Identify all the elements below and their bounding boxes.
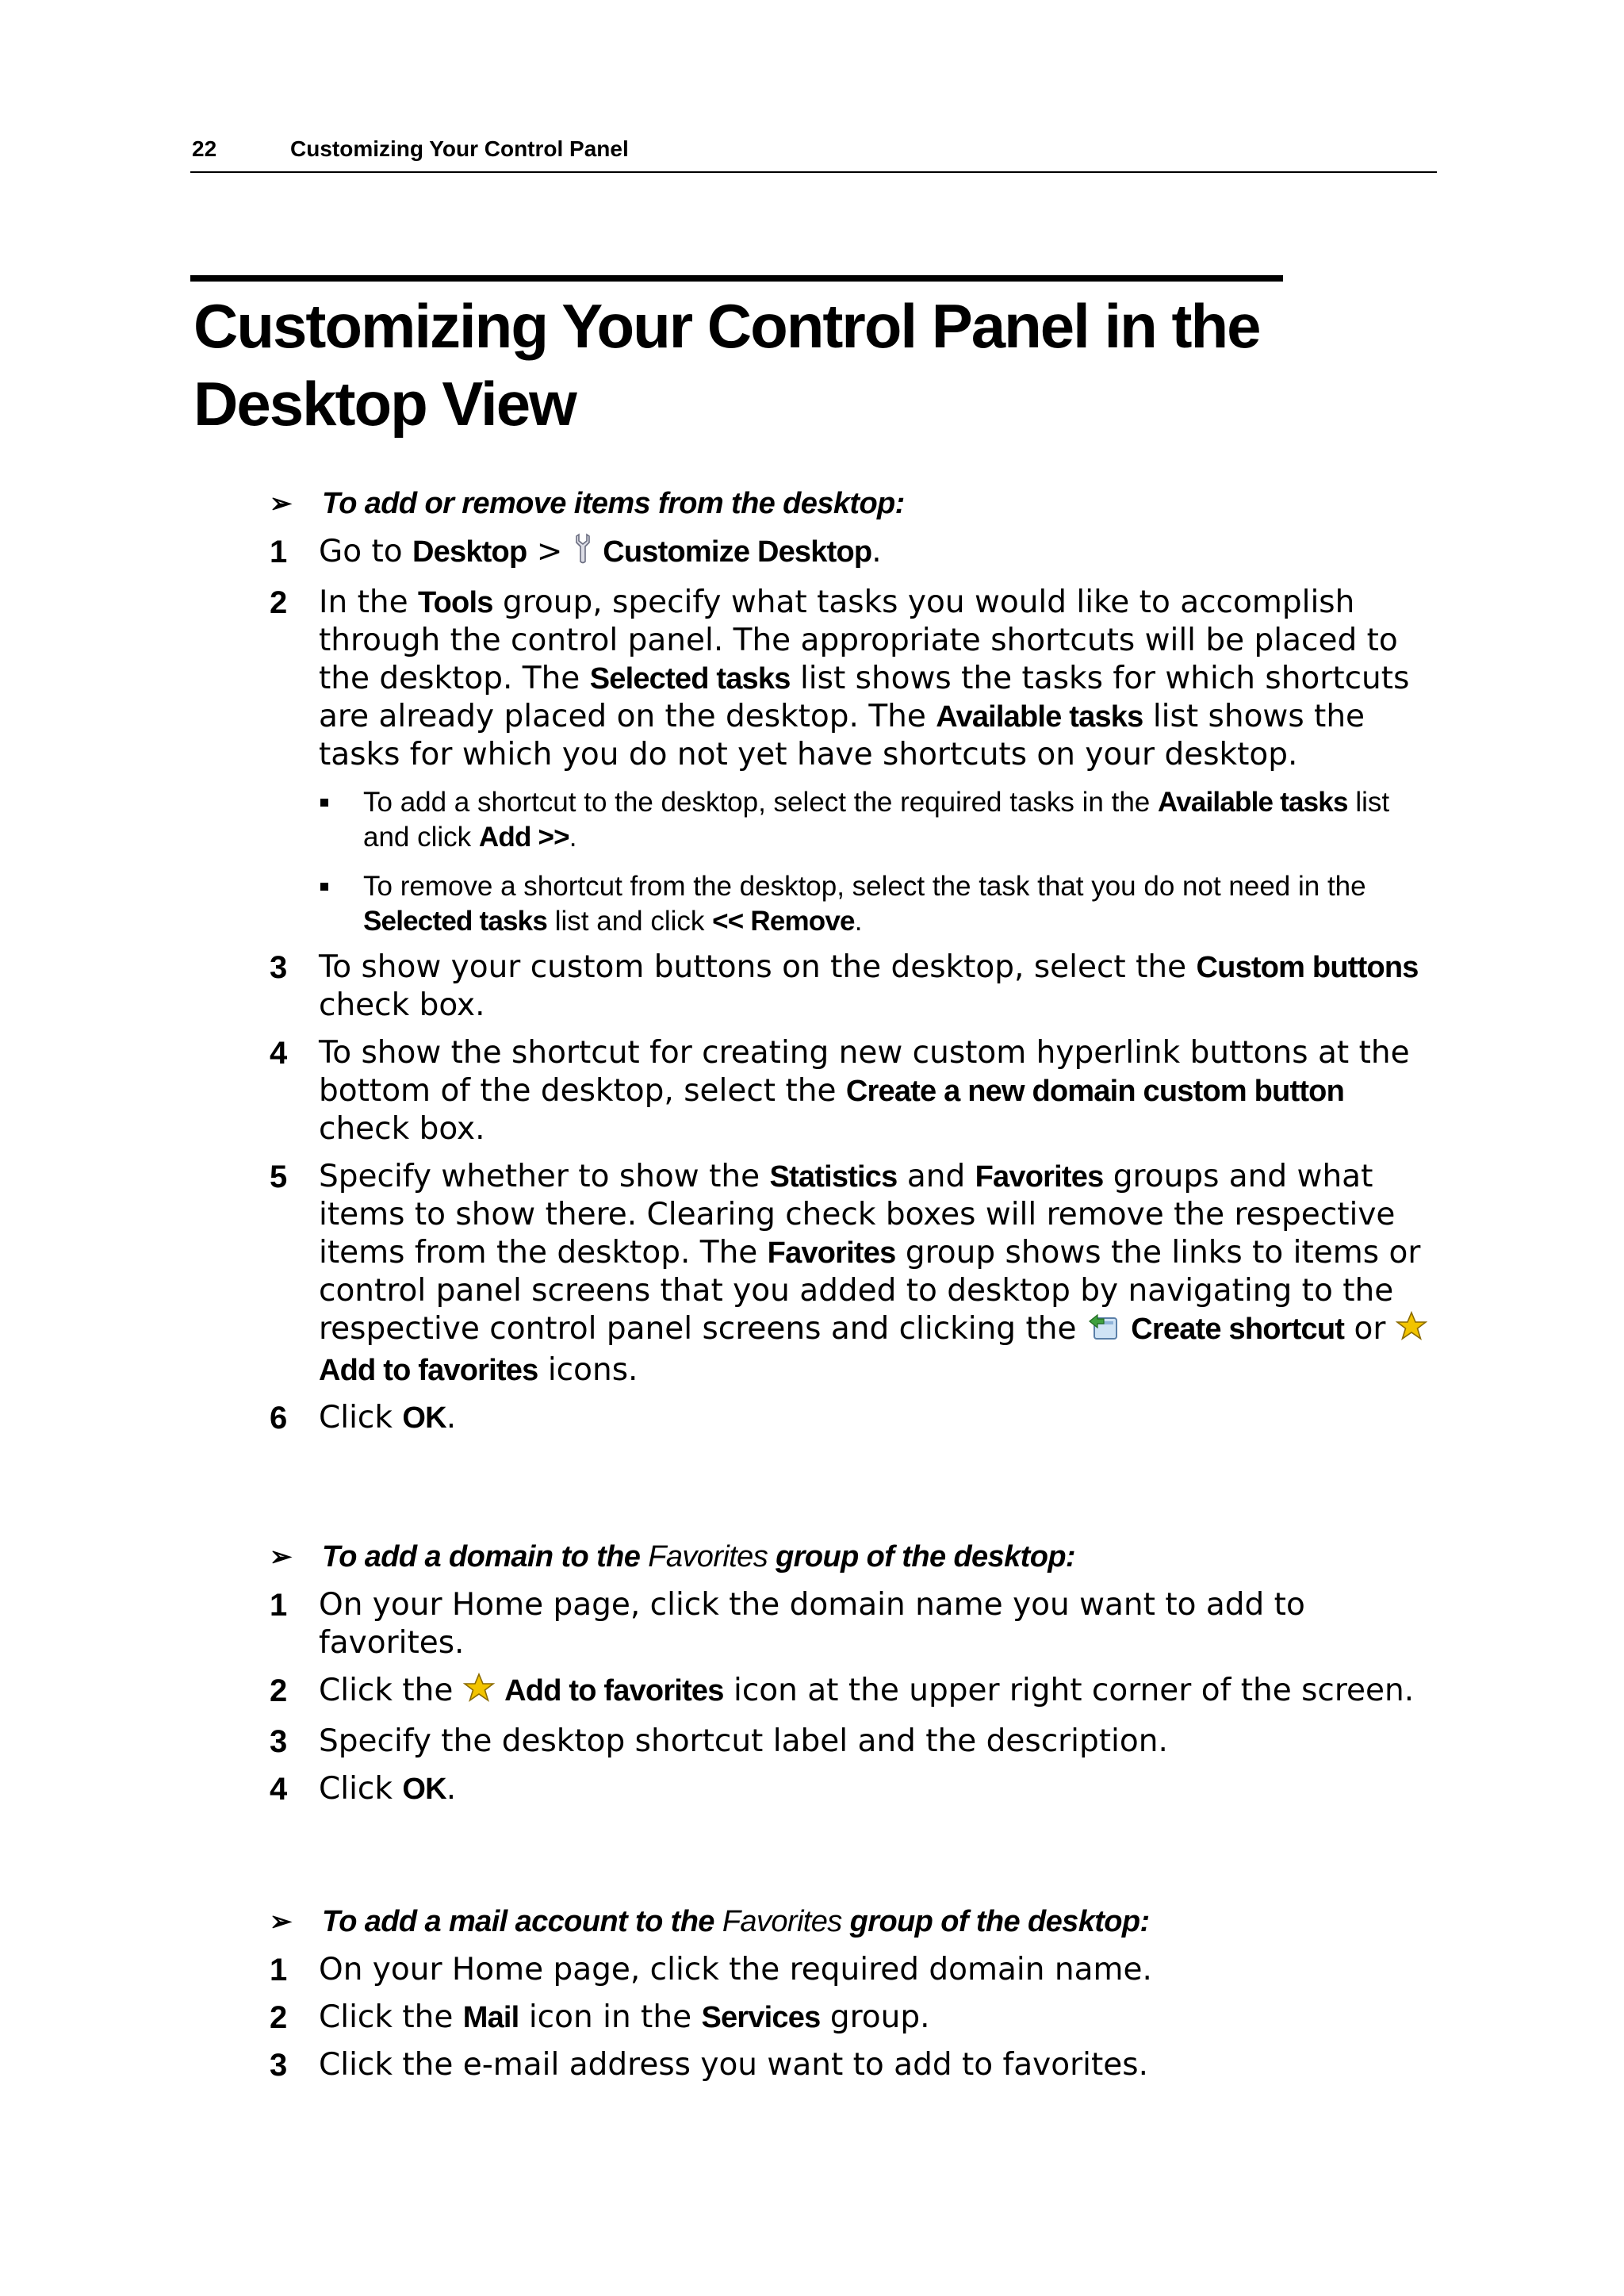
step-3: 3 Click the e-mail address you want to add to favorites. [270, 2047, 1148, 2083]
page-title-line2: Desktop View [193, 369, 576, 439]
step-4: 4 Click OK. [270, 1771, 457, 1807]
arrow-icon: ➢ [270, 1542, 292, 1572]
create-shortcut-icon [1086, 1310, 1121, 1351]
bullet-remove-shortcut: To remove a shortcut from the desktop, select the task that you do not need in the Selected tasks list and click << Remove. [270, 869, 1435, 939]
bullet-marker [320, 883, 328, 891]
star-icon [463, 1672, 495, 1713]
title-rule [190, 275, 1283, 282]
procedure-heading: ➢ To add a domain to the Favorites group of the desktop: [270, 1537, 1435, 1577]
step-4: 4 To show the shortcut for creating new custom hyperlink buttons at the bottom of the desktop, select the Create a new domain custom button check box. [270, 1035, 1410, 1147]
bullet-marker [320, 799, 328, 807]
step-6: 6 Click OK. [270, 1400, 457, 1435]
procedure-heading: ➢ To add a mail account to the Favorites group of the desktop: [270, 1902, 1435, 1941]
page-header [190, 135, 1437, 173]
procedure-add-domain-favorites [270, 1537, 1435, 1808]
step-1: 1 On your Home page, click the domain name you want to add to favorites. [270, 1587, 1305, 1661]
step-2: 2 In the Tools group, specify what tasks you would like to accomplish through the control panel. The appropriate shortcuts will be placed to the desktop. The Selected tasks list shows the tasks for which shortcuts are already placed on the desktop. The Available tasks list shows the tasks for which you do not yet have shortcuts on your desktop. [270, 585, 1410, 772]
running-title: Customizing Your Control Panel [290, 136, 629, 161]
page-title-line1: Customizing Your Control Panel in the [193, 291, 1260, 361]
procedure-add-remove-items [270, 484, 1435, 1437]
step-2: 2 Click the Mail icon in the Services group. [270, 1999, 930, 2035]
step-2: 2 Click the Add to favorites icon at the upper right corner of the screen. [270, 1672, 1435, 1713]
page-number: 22 [192, 136, 217, 161]
page-title [193, 287, 1431, 443]
step-3: 3 Specify the desktop shortcut label and the description. [270, 1723, 1168, 1759]
wrench-icon [573, 533, 593, 574]
step-3: 3 To show your custom buttons on the desktop, select the Custom buttons check box. [270, 949, 1419, 1023]
arrow-icon: ➢ [270, 1907, 292, 1937]
step-5: 5 Specify whether to show the Statistics and Favorites groups and what items to show there. Clearing check boxes will remove the respective items from the desktop. The Favorites group shows the links to items or control panel screens that you added to desktop by navigating to the respective control panel screens and clicking the Create shortcut or Add to favorites icons. [270, 1158, 1435, 1389]
star-icon [1396, 1310, 1427, 1351]
procedure-heading: ➢ To add or remove items from the desktop: [270, 484, 1435, 523]
step-1: 1 Go to Desktop > Customize Desktop. [270, 533, 1435, 574]
procedure-add-mail-favorites [270, 1902, 1435, 2084]
arrow-icon: ➢ [270, 489, 292, 519]
bullet-add-shortcut: To add a shortcut to the desktop, select the required tasks in the Available tasks list and click Add >>. [270, 785, 1435, 855]
step-1: 1 On your Home page, click the required domain name. [270, 1952, 1152, 1987]
